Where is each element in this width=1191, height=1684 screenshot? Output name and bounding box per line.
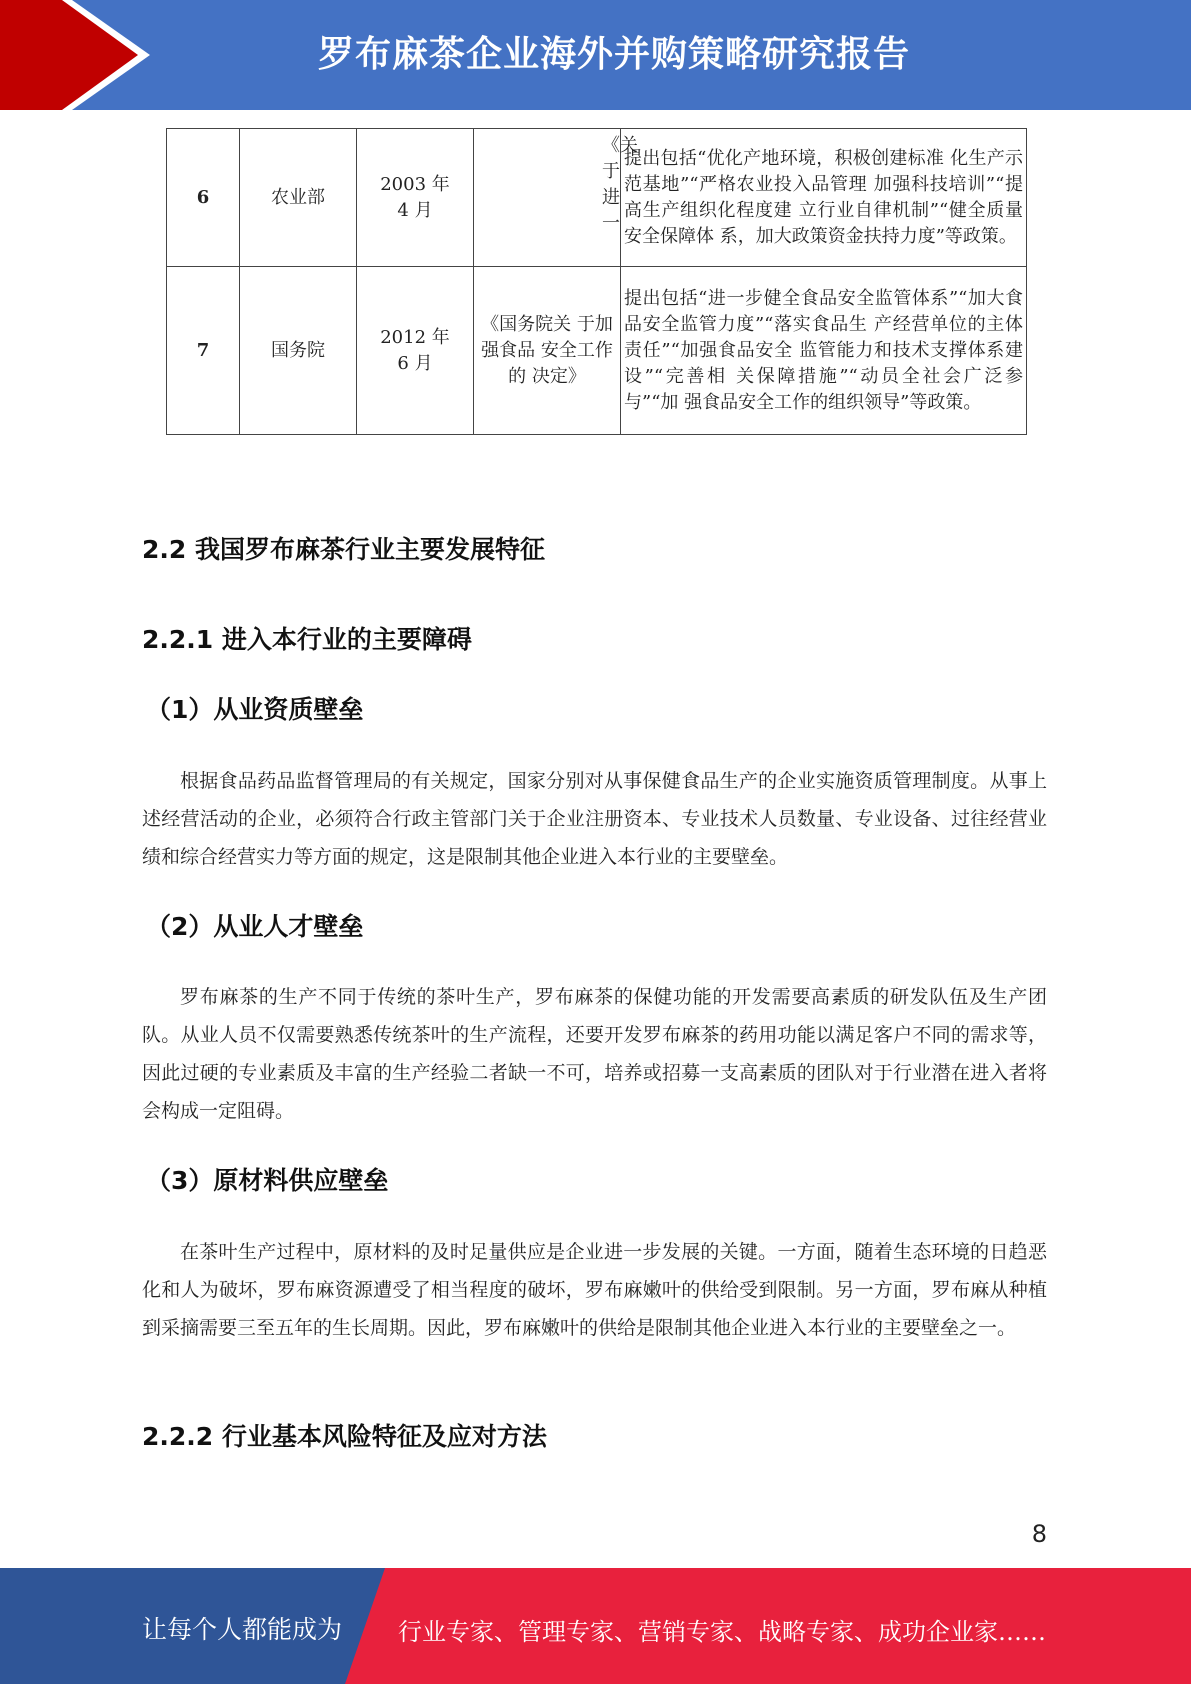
section-heading-2-2: 2.2 我国罗布麻茶行业主要发展特征 xyxy=(142,535,545,564)
subheading-qualification-barrier: （1）从业资质壁垒 xyxy=(146,695,364,724)
department-cell: 国务院 xyxy=(240,267,357,435)
row-number: 7 xyxy=(167,267,240,435)
header-chevron-icon xyxy=(0,0,138,110)
content-cell: 提出包括“优化产地环境，积极创建标准 化生产示范基地”“严格农业投入品管理 加强科技培训”“提高生产组织化程度建 立行业自律机制”“健全质量安全保障体 系，加大政策资金扶持力度”等政策。 xyxy=(621,129,1027,267)
date-cell: 2012 年 6 月 xyxy=(357,267,474,435)
policy-table xyxy=(166,128,1027,435)
report-title: 罗布麻茶企业海外并购策略研究报告 xyxy=(318,34,911,75)
document-fragment: 《关于进一 xyxy=(602,135,638,234)
subheading-material-barrier: （3）原材料供应壁垒 xyxy=(146,1166,389,1195)
department-cell: 农业部 xyxy=(240,129,357,267)
page-number: 8 xyxy=(1031,1520,1047,1548)
subheading-talent-barrier: （2）从业人才壁垒 xyxy=(146,912,364,941)
document-cell xyxy=(474,129,638,267)
paragraph-qualification-barrier: 根据食品药品监督管理局的有关规定，国家分别对从事保健食品生产的企业实施资质管理制度。从事上述经营活动的企业，必须符合行政主管部门关于企业注册资本、专业技术人员数量、专业设备、过往经营业绩和综合经营实力等方面的规定，这是限制其他企业进入本行业的主要壁垒。 xyxy=(142,770,1047,868)
content-cell: 提出包括“进一步健全食品安全监管体系”“加大食品安全监管力度”“落实食品生 产经营单位的主体责任”“加强食品安全 监管能力和技术支撑体系建设”“完善相 关保障措施”“动员全社会广泛参与”“加 强食品安全工作的组织领导”等政策。 xyxy=(621,267,1027,435)
page-footer xyxy=(0,1568,1191,1684)
page-header xyxy=(0,0,1191,110)
section-heading-2-2-1: 2.2.1 进入本行业的主要障碍 xyxy=(142,625,472,654)
section-heading-2-2-2: 2.2.2 行业基本风险特征及应对方法 xyxy=(142,1422,547,1451)
date-cell: 2003 年 4 月 xyxy=(357,129,474,267)
row-number: 6 xyxy=(167,129,240,267)
footer-slogan-left: 让每个人都能成为 xyxy=(142,1615,343,1644)
footer-slogan-right: 行业专家、管理专家、营销专家、战略专家、成功企业家…… xyxy=(398,1618,1046,1646)
paragraph-talent-barrier: 罗布麻茶的生产不同于传统的茶叶生产，罗布麻茶的保健功能的开发需要高素质的研发队伍及生产团队。从业人员不仅需要熟悉传统茶叶的生产流程，还要开发罗布麻茶的药用功能以满足客户不同的需求等，因此过硬的专业素质及丰富的生产经验二者缺一不可，培养或招募一支高素质的团队对于行业潜在进入者将会构成一定阻碍。 xyxy=(142,986,1047,1122)
paragraph-material-barrier: 在茶叶生产过程中，原材料的及时足量供应是企业进一步发展的关键。一方面，随着生态环境的日趋恶化和人为破坏，罗布麻资源遭受了相当程度的破坏，罗布麻嫩叶的供给受到限制。另一方面，罗布麻从种植到采摘需要三至五年的生长周期。因此，罗布麻嫩叶的供给是限制其他企业进入本行业的主要壁垒之一。 xyxy=(142,1241,1047,1339)
table-row xyxy=(167,129,1027,267)
table-row xyxy=(167,267,1027,435)
document-cell: 《国务院关 于加强食品 安全工作的 决定》 xyxy=(474,267,621,435)
